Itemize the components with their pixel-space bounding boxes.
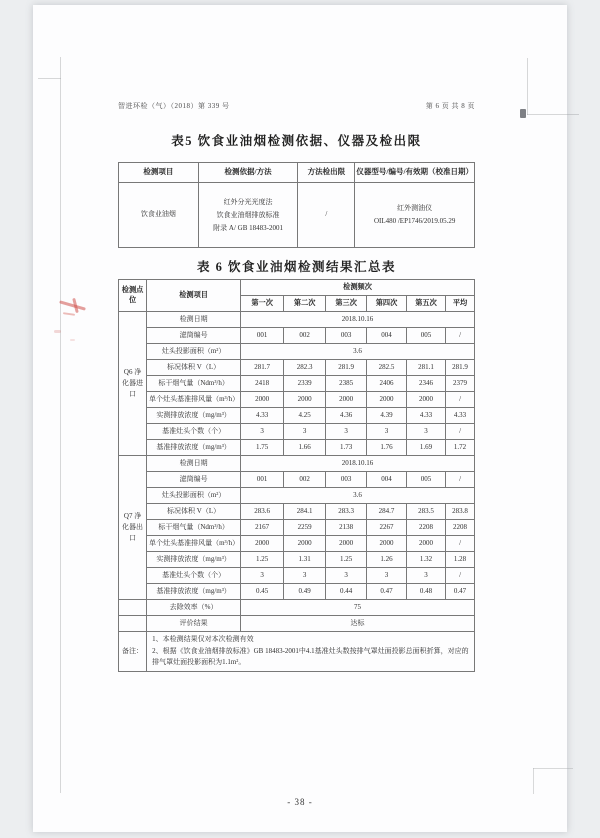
cell-value: 283.5 [406, 504, 445, 520]
table-row [119, 568, 475, 584]
cell-value: 3 [367, 568, 407, 584]
note-row [119, 632, 475, 672]
cell-value: 2000 [241, 392, 284, 408]
table-row [119, 536, 475, 552]
row-label: 标干烟气量（Ndm³/h） [147, 520, 241, 536]
table6-header-row-1 [119, 280, 475, 296]
report-number: 智进环检（气）（2018）第 339 号 [118, 102, 230, 110]
cell-value: / [446, 328, 475, 344]
cell-value: 1.25 [241, 552, 284, 568]
cell-value: 1.76 [367, 440, 407, 456]
cell-value: 281.9 [446, 360, 475, 376]
note-label: 备注： [119, 632, 147, 672]
cell-value: 0.45 [241, 584, 284, 600]
row-label: 基准排放浓度（mg/m³） [147, 584, 241, 600]
row-label: 滤筒编号 [147, 472, 241, 488]
row-label: 检测日期 [147, 312, 241, 328]
cell-value: 282.3 [284, 360, 326, 376]
cell-value: 281.9 [326, 360, 367, 376]
table-row [119, 584, 475, 600]
instrument-line: 红外测油仪 [397, 204, 433, 212]
freq-col-header: 第一次 [241, 296, 284, 312]
freq-col-header: 平均 [446, 296, 475, 312]
cell-value: 4.36 [326, 408, 367, 424]
cell-value: 3 [241, 424, 284, 440]
scan-corner-mark-top-right-v [527, 58, 528, 115]
cell-value: 1.75 [241, 440, 284, 456]
cell-span-value: 75 [241, 600, 475, 616]
freq-col-header: 第五次 [406, 296, 445, 312]
cell-value: 002 [284, 328, 326, 344]
note-line: 1、本检测结果仅对本次检测有效 [152, 635, 254, 643]
t5-col-item: 检测项目 [119, 163, 199, 183]
t5-col-limit: 方法检出限 [298, 163, 355, 183]
table-row [119, 312, 475, 328]
cell-value: 0.49 [284, 584, 326, 600]
t6-col-item: 检测项目 [147, 280, 241, 312]
scan-corner-mark-top-right-h [527, 114, 579, 115]
cell-value: 284.1 [284, 504, 326, 520]
table-row [119, 344, 475, 360]
freq-col-header: 第三次 [326, 296, 367, 312]
t6-col-point: 检测点位 [119, 280, 147, 312]
cell-value: 282.5 [367, 360, 407, 376]
method-line: 红外分光光度法 [223, 197, 273, 206]
cell-value: 2346 [406, 376, 445, 392]
cell-value: 005 [406, 472, 445, 488]
cell-value: 2208 [406, 520, 445, 536]
t5-instrument-cell [355, 183, 475, 248]
row-label: 标况体积 V（L） [147, 360, 241, 376]
scanned-page [33, 5, 567, 832]
cell-value: 0.48 [406, 584, 445, 600]
row-label: 评价结果 [147, 616, 241, 632]
cell-value: 1.72 [446, 440, 475, 456]
table-row [119, 328, 475, 344]
cell-value: 003 [326, 472, 367, 488]
row-label: 实测排放浓度（mg/m³） [147, 552, 241, 568]
point-label: Q6 净化器进口 [119, 312, 147, 456]
cell-value: 3 [284, 424, 326, 440]
cell-value: 2259 [284, 520, 326, 536]
red-stamp-fragment [50, 292, 96, 350]
cell-value: 281.1 [406, 360, 445, 376]
cell-value: 003 [326, 328, 367, 344]
cell-value: 3 [406, 424, 445, 440]
row-label: 灶头投影面积（m²） [147, 488, 241, 504]
cell-span-value: 3.6 [241, 488, 475, 504]
t5-col-method: 检测依据/方法 [198, 163, 298, 183]
row-label: 去除效率（%） [147, 600, 241, 616]
cell-value: 1.66 [284, 440, 326, 456]
page-content [118, 5, 475, 672]
cell-value: 2000 [284, 536, 326, 552]
cell-value: 1.69 [406, 440, 445, 456]
row-label: 单个灶头基准排风量（m³/h） [147, 392, 241, 408]
row-label: 滤筒编号 [147, 328, 241, 344]
t5-limit-cell: / [298, 183, 355, 248]
table-row [119, 440, 475, 456]
cell-value: 3 [241, 568, 284, 584]
t5-method-cell [198, 183, 298, 248]
instrument-line: OIL480 /EP1746/2019.05.29 [373, 217, 456, 225]
cell-value: 3 [284, 568, 326, 584]
cell-value: 2167 [241, 520, 284, 536]
cell-span-value: 3.6 [241, 344, 475, 360]
scan-edge-line-left [60, 57, 61, 793]
cell-value: 2000 [406, 536, 445, 552]
cell-value: 284.7 [367, 504, 407, 520]
table-row [119, 456, 475, 472]
cell-value: 4.33 [406, 408, 445, 424]
row-label: 标况体积 V（L） [147, 504, 241, 520]
table-row [119, 552, 475, 568]
cell-value: 004 [367, 328, 407, 344]
table-row [119, 408, 475, 424]
cell-value: 2000 [367, 392, 407, 408]
cell-value: 2418 [241, 376, 284, 392]
cell-value: 3 [406, 568, 445, 584]
table-row [119, 472, 475, 488]
cell-span-value: 2018.10.16 [241, 456, 475, 472]
cell-span-value: 2018.10.16 [241, 312, 475, 328]
row-label: 基准排放浓度（mg/m³） [147, 440, 241, 456]
cell-value: 2267 [367, 520, 407, 536]
cell-value: 4.39 [367, 408, 407, 424]
cell-value: 004 [367, 472, 407, 488]
table-row [119, 504, 475, 520]
cell-value: 2000 [241, 536, 284, 552]
cell-value: 3 [367, 424, 407, 440]
cell-value: 4.33 [446, 408, 475, 424]
cell-value: 0.47 [446, 584, 475, 600]
cell-value: 2138 [326, 520, 367, 536]
t5-col-instrument: 仪器型号/编号/有效期（校准日期） [355, 163, 475, 183]
cell-value: 2379 [446, 376, 475, 392]
cell-value: 2385 [326, 376, 367, 392]
row-label: 检测日期 [147, 456, 241, 472]
table-row [119, 392, 475, 408]
cell-value: 283.3 [326, 504, 367, 520]
table-row [119, 600, 475, 616]
page-footer: - 38 - [287, 797, 313, 807]
table-row [119, 488, 475, 504]
cell-value: 281.7 [241, 360, 284, 376]
table-row [119, 360, 475, 376]
table-row [119, 616, 475, 632]
note-cell [147, 632, 475, 672]
row-label: 灶头投影面积（m²） [147, 344, 241, 360]
scan-corner-mark-bottom-right-v [533, 768, 534, 794]
t6-col-frequency: 检测频次 [241, 280, 475, 296]
cell-value: 1.31 [284, 552, 326, 568]
cell-value: 1.32 [406, 552, 445, 568]
table5-title: 表5 饮食业油烟检测依据、仪器及检出限 [171, 134, 422, 148]
cell-value: 2339 [284, 376, 326, 392]
freq-col-header: 第二次 [284, 296, 326, 312]
cell-value: 1.26 [367, 552, 407, 568]
note-line: 2、根据《饮食业油烟排放标准》GB 18483-2001中4.1基准灶头数按排气罩灶面投影总面积折算，对应的排气罩灶面投影面积为1.1m²。 [152, 646, 469, 666]
table-row [119, 376, 475, 392]
row-label: 单个灶头基准排风量（m³/h） [147, 536, 241, 552]
cell-value: 283.8 [446, 504, 475, 520]
table-row [119, 424, 475, 440]
cell-value: 4.25 [284, 408, 326, 424]
table6 [118, 279, 475, 672]
page-number-indicator: 第 6 页 共 8 页 [425, 102, 475, 110]
freq-col-header: 第四次 [367, 296, 407, 312]
cell-value: 002 [284, 472, 326, 488]
cell-value: 4.33 [241, 408, 284, 424]
table5 [118, 162, 475, 248]
cell-value: 3 [326, 424, 367, 440]
cell-value: 283.6 [241, 504, 284, 520]
cell-value: 3 [326, 568, 367, 584]
table5-header-row [119, 163, 475, 183]
row-label: 实测排放浓度（mg/m³） [147, 408, 241, 424]
t5-item-cell: 饮食业油烟 [119, 183, 199, 248]
cell-value: / [446, 472, 475, 488]
cell-value: 2000 [367, 536, 407, 552]
table5-data-row [119, 183, 475, 248]
cell-value: / [446, 568, 475, 584]
method-line: 饮食业油烟排放标准 [216, 210, 280, 219]
row-label: 基准灶头个数（个） [147, 568, 241, 584]
scan-smudge [520, 109, 526, 118]
cell-value: 2000 [326, 536, 367, 552]
cell-value: 0.47 [367, 584, 407, 600]
cell-value: 001 [241, 328, 284, 344]
cell-value: 001 [241, 472, 284, 488]
point-label: Q7 净化器出口 [119, 456, 147, 600]
point-empty-cell [119, 616, 147, 632]
method-line: 附录 A/ GB 18483-2001 [213, 223, 283, 232]
cell-value: 2406 [367, 376, 407, 392]
cell-value: 1.73 [326, 440, 367, 456]
cell-value: / [446, 424, 475, 440]
table6-title: 表 6 饮食业油烟检测结果汇总表 [196, 260, 396, 274]
point-empty-cell [119, 600, 147, 616]
scan-corner-mark-bottom-right-h [533, 768, 573, 769]
cell-value: 2000 [284, 392, 326, 408]
cell-value: 005 [406, 328, 445, 344]
cell-value: 1.28 [446, 552, 475, 568]
row-label: 基准灶头个数（个） [147, 424, 241, 440]
cell-value: 0.44 [326, 584, 367, 600]
cell-value: / [446, 536, 475, 552]
cell-value: 2000 [326, 392, 367, 408]
scan-corner-mark-top-left [38, 78, 61, 79]
cell-value: 2208 [446, 520, 475, 536]
table-row [119, 520, 475, 536]
page-header [118, 101, 475, 111]
cell-value: 2000 [406, 392, 445, 408]
row-label: 标干烟气量（Ndm³/h） [147, 376, 241, 392]
cell-span-value: 达标 [241, 616, 475, 632]
cell-value: / [446, 392, 475, 408]
cell-value: 1.25 [326, 552, 367, 568]
